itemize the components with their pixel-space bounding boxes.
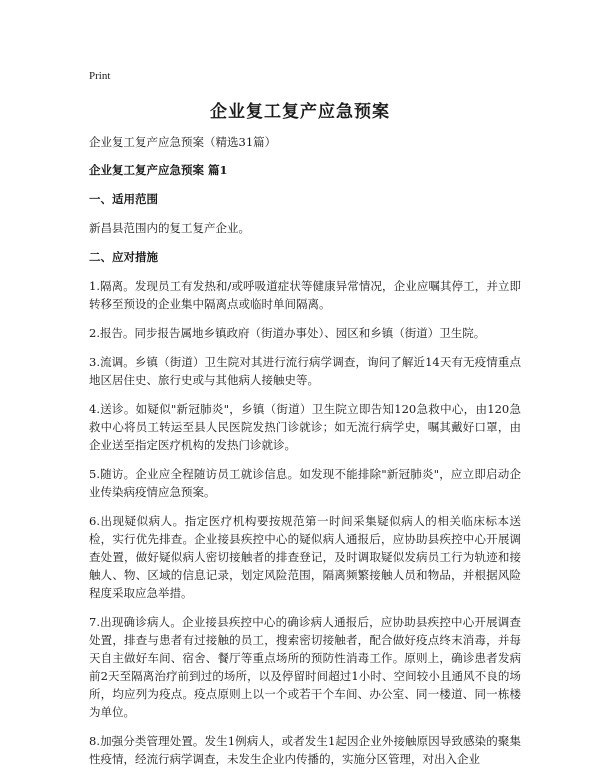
measure-item-referral: 4.送诊。如疑似"新冠肺炎"，乡镇（街道）卫生院立即告知120急救中心，由120急救中心将员工转运至县人民医院发热门诊就诊；如无流行病学史，嘱其戴好口罩，由企业送至指定医疗机构的发热门诊就诊。 <box>89 402 521 452</box>
section-heading-measures: 二、应对措施 <box>89 250 158 264</box>
print-link[interactable]: Print <box>89 70 111 82</box>
document-body <box>89 133 521 779</box>
measure-item-classified-management: 8.加强分类管理处置。发生1例病人，或者发生1起因企业外接触原因导致感染的聚集性疫情，经流行病学调查，未发生企业内传播的，实施分区管理，对出入企业 <box>89 734 521 766</box>
measure-item-followup: 5.随访。企业应全程随访员工就诊信息。如发现不能排除"新冠肺炎"，应立即启动企业传染病疫情应急预案。 <box>89 467 521 499</box>
article-title: 企业复工复产应急预案 篇1 <box>89 163 228 177</box>
measure-item-suspected-case: 6.出现疑似病人。指定医疗机构要按规范第一时间采集疑似病人的相关临床标本送检，实行优先排查。企业接县疾控中心的疑似病人通报后，应协助县疾控中心开展调查处置，做好疑似病人密切接触者的排查登记，及时调取疑似发病员工行为轨迹和接触人、物、区域的信息记录，划定风险范围，隔离频繁接触人员和物品，并根据风险程度采取应急举措。 <box>89 514 521 600</box>
measure-item-report: 2.报告。同步报告属地乡镇政府（街道办事处）、园区和乡镇（街道）卫生院。 <box>89 326 486 340</box>
document-subtitle: 企业复工复产应急预案（精选31篇） <box>89 135 277 149</box>
measure-item-confirmed-case: 7.出现确诊病人。企业接县疾控中心的确诊病人通报后，应协助县疾控中心开展调查处置，排查与患者有过接触的员工，搜索密切接触者，配合做好疫点终末消毒，并每天自主做好车间、宿舍、餐厅等重点场所的预防性消毒工作。原则上，确诊患者发病前2天至隔离治疗前到过的场所，以及停留时间超过1小时、空间较小且通风不良的场所，均应列为疫点。疫点原则上以一个或若干个车间、办公室、同一楼道、同一栋楼为单位。 <box>89 615 521 719</box>
measure-item-investigation: 3.流调。乡镇（街道）卫生院对其进行流行病学调查，询问了解近14天有无疫情重点地区居住史、旅行史或与其他病人接触史等。 <box>89 355 521 387</box>
page-title: 企业复工复产应急预案 <box>210 102 390 122</box>
section-text-scope: 新昌县范围内的复工复产企业。 <box>89 221 250 235</box>
measure-item-isolation: 1.隔离。发现员工有发热和/或呼吸道症状等健康异常情况，企业应嘱其停工，并立即转移至预设的企业集中隔离点或临时单间隔离。 <box>89 279 521 311</box>
section-heading-scope: 一、适用范围 <box>89 192 158 206</box>
